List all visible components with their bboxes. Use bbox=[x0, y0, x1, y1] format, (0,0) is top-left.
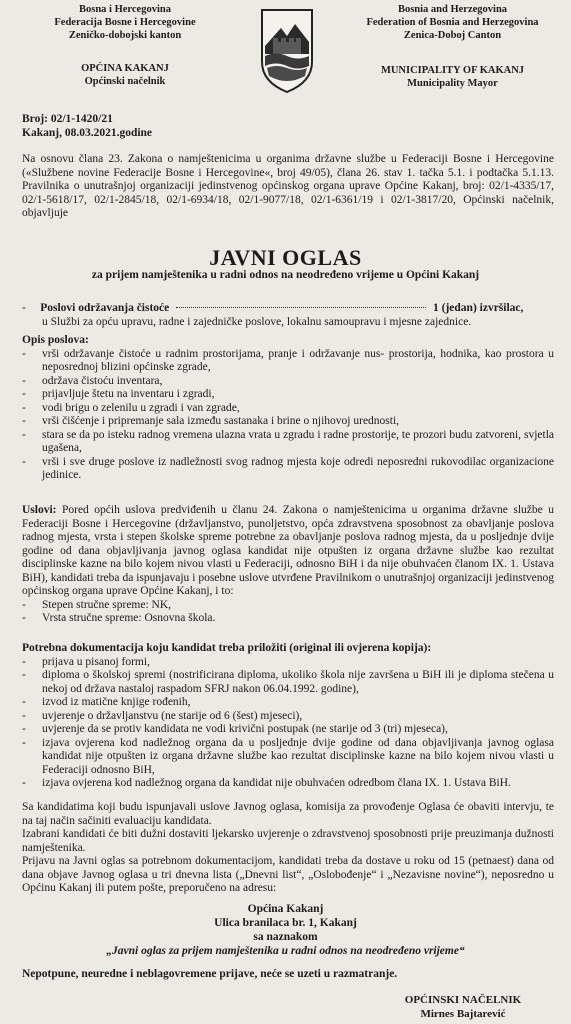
header-right bbox=[340, 3, 565, 90]
list-item: - Stepen stručne spreme: NK, bbox=[22, 599, 554, 613]
documents-section bbox=[22, 642, 554, 791]
reference-date: Kakanj, 08.03.2021.godine bbox=[22, 127, 153, 139]
header-right-country: Bosnia and Herzegovina bbox=[397, 4, 508, 15]
conditions-list bbox=[22, 599, 554, 626]
signature-role: OPĆINSKI NAČELNIK bbox=[404, 994, 522, 1006]
list-item: - uvjerenje da se protiv kandidata ne vodi krivični postupak (ne starije od 3 (tri) mjeseca), bbox=[22, 723, 554, 737]
list-item: - vrši čišćenje i pripremanje sala između sastanaka i brine o njihovoj urednosti, bbox=[22, 415, 554, 429]
address-line: Općina Kakanj bbox=[247, 903, 324, 915]
position-name: Poslovi održavanja čistoće bbox=[40, 302, 170, 314]
page-title: JAVNI OGLAS bbox=[209, 245, 362, 270]
reference-block bbox=[22, 112, 152, 140]
closing-paragraph: Izabrani kandidati će biti dužni dostaviti ljekarsko uvjerenje o zdravstvenoj sposobnosti prije preuzimanja dužnosti namještenika. bbox=[22, 828, 554, 854]
duties-heading: Opis poslova: bbox=[22, 334, 89, 346]
address-line: Ulica branilaca br. 1, Kakanj bbox=[214, 917, 357, 929]
closing-section bbox=[22, 801, 554, 896]
duties-section bbox=[22, 334, 554, 483]
municipality-coat-of-arms-icon bbox=[259, 6, 315, 96]
page-subtitle: za prijem namještenika u radni odnos na neodređeno vrijeme u Općini Kakanj bbox=[91, 269, 480, 281]
header-left bbox=[30, 3, 220, 88]
list-item: - održava čistoću inventara, bbox=[22, 375, 554, 389]
conditions-heading: Uslovi: bbox=[22, 504, 57, 516]
list-item: - stara se da po isteku radnog vremena ulazna vrata u zgradu i radne prostorije, te prozori budu zatvoreni, svjetla ugašena, bbox=[22, 429, 554, 456]
list-item: - izvod iz matične knjige rođenih, bbox=[22, 696, 554, 710]
signature-block bbox=[383, 993, 543, 1021]
address-line: sa naznakom bbox=[253, 931, 318, 943]
closing-paragraph: Prijavu na Javni oglas sa potrebnom dokumentacijom, kandidati treba da dostave u roku od 15 (petnaest) dana od dana objave Javnog oglasa u tri dnevna lista („Dnevni list“, „Oslobođenje“ i „Nezavisne novine“), neposredno u Općinu Kakanj ili putem pošte, preporučeno na adresu: bbox=[22, 855, 554, 894]
list-item: - prijava u pisanoj formi, bbox=[22, 656, 554, 670]
list-item: - prijavljuje štetu na inventaru i zgradi, bbox=[22, 388, 554, 402]
list-item: - uvjerenje o državljanstvu (ne starije od 6 (šest) mjeseci), bbox=[22, 710, 554, 724]
intro-paragraph: Na osnovu člana 23. Zakona o namještenicima u organima državne službe u Federaciji Bosne i Hercegovine («Službene novine Federacije Bosne i Hercegovine«, broj 49/05), člana 26. stav 1. tačka 5.1. i podtačka 5.1.13. Pravilnika o unutrašnjoj organizaciji jedinstvenog općinskog organa uprave Općine Kakanj, broj: 02/1-4335/17, 02/1-5618/17, 02/1-2845/18, 02/1-6934/18, 02/1-9077/18, 02/1-6361/19 i 02/1-3817/20, Općinski načelnik, objavljuje bbox=[22, 153, 554, 219]
list-item: - izjava ovjerena kod nadležnog organa da u posljednje dvije godine od dana objavljivanja javnog oglasa kandidat nije otpušten iz organa državne službe kao rezultat disciplinske kazne na bilo kojem nivou vlasti u Federaciji odnosno BiH, bbox=[22, 737, 554, 778]
header-right-canton: Zenica-Doboj Canton bbox=[403, 30, 502, 41]
list-item: - vrši i sve druge poslove iz nadležnosti svog radnog mjesta koje odredi neposredni rukovodilac organizacione jedinice. bbox=[22, 456, 554, 483]
closing-paragraph: Sa kandidatima koji budu ispunjavali uslove Javnog oglasa, komisija za provođenje Oglasa će obaviti intervju, te na taj način sačiniti evaluaciju kandidata. bbox=[22, 801, 554, 827]
final-note: Nepotpune, neuredne i neblagovremene prijave, neće se uzeti u razmatranje. bbox=[22, 968, 398, 980]
address-block bbox=[0, 902, 571, 958]
address-marking: „Javni oglas za prijem namještenika u radni odnos na neodređeno vrijeme“ bbox=[106, 945, 465, 957]
conditions-text: Pored općih uslova predviđenih u članu 24. Zakona o namještenicima u organima državne službe u Federaciji Bosne i Hercegovine (državljanstvo, punoljetstvo, opća zdravstvena sposobnost za obavljanje poslova radnog mjesta, vrsta i stepen školske spreme potrebne za obavljanje poslova radnog mjesta, da u posljednje dvije godine od dana objavljivanja javnog oglasa kandidat nije otpušten iz organa državne službe kao rezultat disciplinske kazne na bilo kojem nivou vlasti u Federaciji, odnosno BiH i da nije obuhvaćen članom IX. 1. Ustava BiH), kandidati treba da ispunjavaju i posebne uslove utvrđene Pravilnikom o unutrašnjoj organizaciji jedinstvenog općinskog organa uprave Općine Kakanj, i to: bbox=[22, 504, 554, 597]
header-left-country: Bosna i Hercegovina bbox=[79, 4, 171, 15]
header-right-office: Municipality Mayor bbox=[407, 78, 498, 89]
header-right-federation: Federation of Bosnia and Herzegovina bbox=[366, 17, 539, 28]
list-item: - vrši održavanje čistoće u radnim prostorijama, pranje i održavanje nus- prostorija, hodnika, kao prostora u neposrednoj blizini općinske zgrade, bbox=[22, 348, 554, 375]
header-left-federation: Federacija Bosne i Hercegovine bbox=[54, 17, 196, 28]
position-description: u Službi za opću upravu, radne i zajedničke poslove, lokalnu samoupravu i mjesne zajednice. bbox=[42, 315, 472, 328]
header-left-municipality: OPĆINA KAKANJ bbox=[81, 63, 169, 74]
reference-number: Broj: 02/1-1420/21 bbox=[22, 113, 113, 125]
position-count: 1 (jedan) izvršilac, bbox=[433, 302, 524, 314]
documents-list bbox=[22, 656, 554, 791]
position-block: - Poslovi održavanja čistoće 1 (jedan) izvršilac, u Službi za opću upravu, radne i zajedničke poslove, lokalnu samoupravu i mjesne zajednice. bbox=[22, 302, 554, 329]
duties-list bbox=[22, 348, 554, 483]
header-left-canton: Zeničko-dobojski kanton bbox=[68, 30, 182, 41]
header-right-municipality: MUNICIPALITY OF KAKANJ bbox=[380, 65, 525, 76]
list-item: - vodi brigu o zelenilu u zgradi i van zgrade, bbox=[22, 402, 554, 416]
list-item: - Vrsta stručne spreme: Osnovna škola. bbox=[22, 612, 554, 626]
list-item: - diploma o školskoj spremi (nostrificirana diploma, ukoliko škola nije završena u BiH ili je diploma stečena u nekoj od država nastaloj raspadom SFRJ nakon 06.04.1992. godine), bbox=[22, 669, 554, 696]
header-left-office: Općinski načelnik bbox=[84, 76, 166, 87]
list-item: - izjava ovjerena kod nadležnog organa da kandidat nije obuhvaćen odredbom člana IX. 1. Ustava BiH. bbox=[22, 777, 554, 791]
conditions-section bbox=[22, 504, 554, 626]
documents-heading: Potrebna dokumentacija koju kandidat treba priložiti (original ili ovjerena kopija): bbox=[22, 642, 432, 654]
signature-name: Mirnes Bajtarević bbox=[420, 1008, 506, 1020]
dotted-leader bbox=[176, 307, 426, 308]
